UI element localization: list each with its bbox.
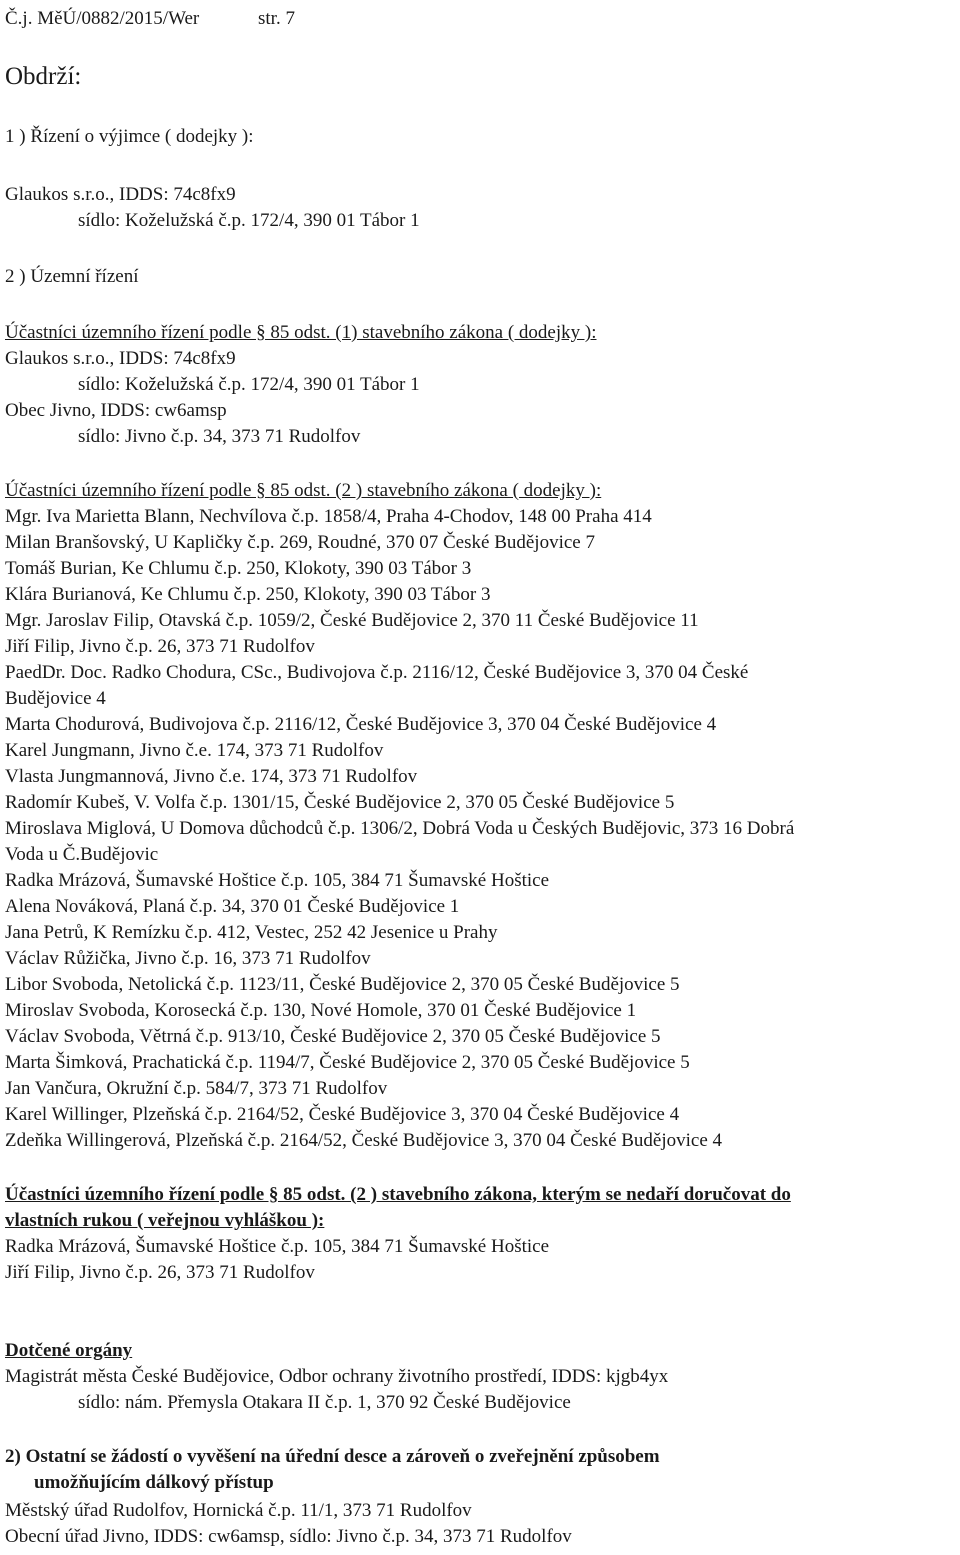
- document-reference: Č.j. MěÚ/0882/2015/Wer: [5, 8, 200, 29]
- participant-line: Mgr. Iva Marietta Blann, Nechvílova č.p. 1858/4, Praha 4-Chodov, 148 00 Praha 414: [5, 506, 652, 527]
- participant-line: PaedDr. Doc. Radko Chodura, CSc., Budivojova č.p. 2116/12, České Budějovice 3, 370 04 České: [5, 662, 749, 683]
- participant-line: Marta Šimková, Prachatická č.p. 1194/7, České Budějovice 2, 370 05 České Budějovice 5: [5, 1052, 690, 1073]
- authorities-heading: Dotčené orgány: [5, 1340, 133, 1361]
- exemption-line: sídlo: Koželužská č.p. 172/4, 390 01 Tábor 1: [78, 210, 420, 231]
- participants-public-notice-heading: Účastníci územního řízení podle § 85 odst. (2 ) stavebního zákona, kterým se nedaří doručovat do: [5, 1184, 791, 1205]
- participant-line: Jana Petrů, K Remízku č.p. 412, Vestec, 252 42 Jesenice u Prahy: [5, 922, 498, 943]
- participant-line: Jiří Filip, Jivno č.p. 26, 373 71 Rudolfov: [5, 1262, 315, 1283]
- recipients-title: Obdrží:: [5, 63, 82, 90]
- section-others-heading-cont: umožňujícím dálkový přístup: [34, 1472, 274, 1493]
- participants-85-1-heading: Účastníci územního řízení podle § 85 odst. (1) stavebního zákona ( dodejky ):: [5, 322, 597, 343]
- participant-line: Budějovice 4: [5, 688, 106, 709]
- participant-line: Voda u Č.Budějovic: [5, 844, 159, 865]
- participant-line: Libor Svoboda, Netolická č.p. 1123/11, České Budějovice 2, 370 05 České Budějovice 5: [5, 974, 680, 995]
- authority-line: sídlo: nám. Přemysla Otakara II č.p. 1, 370 92 České Budějovice: [78, 1392, 571, 1413]
- participant-line: Milan Branšovský, U Kapličky č.p. 269, Roudné, 370 07 České Budějovice 7: [5, 532, 595, 553]
- participant-line: Mgr. Jaroslav Filip, Otavská č.p. 1059/2, České Budějovice 2, 370 11 České Budějovice 11: [5, 610, 699, 631]
- participant-line: Radka Mrázová, Šumavské Hoštice č.p. 105, 384 71 Šumavské Hoštice: [5, 1236, 550, 1257]
- participant-line: Radomír Kubeš, V. Volfa č.p. 1301/15, České Budějovice 2, 370 05 České Budějovice 5: [5, 792, 675, 813]
- other-recipient-line: Obecní úřad Jivno, IDDS: cw6amsp, sídlo: Jivno č.p. 34, 373 71 Rudolfov: [5, 1526, 572, 1547]
- participant-line: Klára Burianová, Ke Chlumu č.p. 250, Klokoty, 390 03 Tábor 3: [5, 584, 491, 605]
- participants-public-notice-heading-cont: vlastních rukou ( veřejnou vyhláškou ):: [5, 1210, 325, 1231]
- section-zoning-heading: 2 ) Územní řízení: [5, 266, 139, 287]
- participant-line: Vlasta Jungmannová, Jivno č.e. 174, 373 71 Rudolfov: [5, 766, 418, 787]
- participant-line: Karel Jungmann, Jivno č.e. 174, 373 71 Rudolfov: [5, 740, 384, 761]
- participant-line: Karel Willinger, Plzeňská č.p. 2164/52, České Budějovice 3, 370 04 České Budějovice 4: [5, 1104, 680, 1125]
- participant-line: Tomáš Burian, Ke Chlumu č.p. 250, Klokoty, 390 03 Tábor 3: [5, 558, 472, 579]
- participant-line: Radka Mrázová, Šumavské Hoštice č.p. 105, 384 71 Šumavské Hoštice: [5, 870, 550, 891]
- participant-line: sídlo: Jivno č.p. 34, 373 71 Rudolfov: [78, 426, 361, 447]
- section-exemption-heading-text: 1 ) Řízení o výjimce ( dodejky ):: [5, 126, 254, 147]
- section-exemption-heading: [5, 126, 254, 148]
- exemption-line: Glaukos s.r.o., IDDS: 74c8fx9: [5, 184, 236, 205]
- participant-line: Jiří Filip, Jivno č.p. 26, 373 71 Rudolfov: [5, 636, 315, 657]
- participant-line: Jan Vančura, Okružní č.p. 584/7, 373 71 Rudolfov: [5, 1078, 388, 1099]
- participant-line: Miroslava Miglová, U Domova důchodců č.p. 1306/2, Dobrá Voda u Českých Budějovic, 373 16 Dobrá: [5, 818, 795, 839]
- participant-line: Obec Jivno, IDDS: cw6amsp: [5, 400, 227, 421]
- page-number: str. 7: [258, 8, 295, 29]
- participant-line: Zdeňka Willingerová, Plzeňská č.p. 2164/52, České Budějovice 3, 370 04 České Budějovice 4: [5, 1130, 723, 1151]
- section-others-heading: 2) Ostatní se žádostí o vyvěšení na úřední desce a zároveň o zveřejnění způsobem: [5, 1446, 660, 1467]
- participant-line: Marta Chodurová, Budivojova č.p. 2116/12, České Budějovice 3, 370 04 České Budějovice 4: [5, 714, 717, 735]
- participants-85-2-heading: Účastníci územního řízení podle § 85 odst. (2 ) stavebního zákona ( dodejky ):: [5, 480, 602, 501]
- participant-line: Václav Svoboda, Větrná č.p. 913/10, České Budějovice 2, 370 05 České Budějovice 5: [5, 1026, 661, 1047]
- participant-line: Miroslav Svoboda, Korosecká č.p. 130, Nové Homole, 370 01 České Budějovice 1: [5, 1000, 637, 1021]
- authority-line: Magistrát města České Budějovice, Odbor ochrany životního prostředí, IDDS: kjgb4yx: [5, 1366, 669, 1387]
- participant-line: Glaukos s.r.o., IDDS: 74c8fx9: [5, 348, 236, 369]
- other-recipient-line: Městský úřad Rudolfov, Hornická č.p. 11/1, 373 71 Rudolfov: [5, 1500, 472, 1521]
- participant-line: Václav Růžička, Jivno č.p. 16, 373 71 Rudolfov: [5, 948, 371, 969]
- participant-line: Alena Nováková, Planá č.p. 34, 370 01 České Budějovice 1: [5, 896, 460, 917]
- participant-line: sídlo: Koželužská č.p. 172/4, 390 01 Tábor 1: [78, 374, 420, 395]
